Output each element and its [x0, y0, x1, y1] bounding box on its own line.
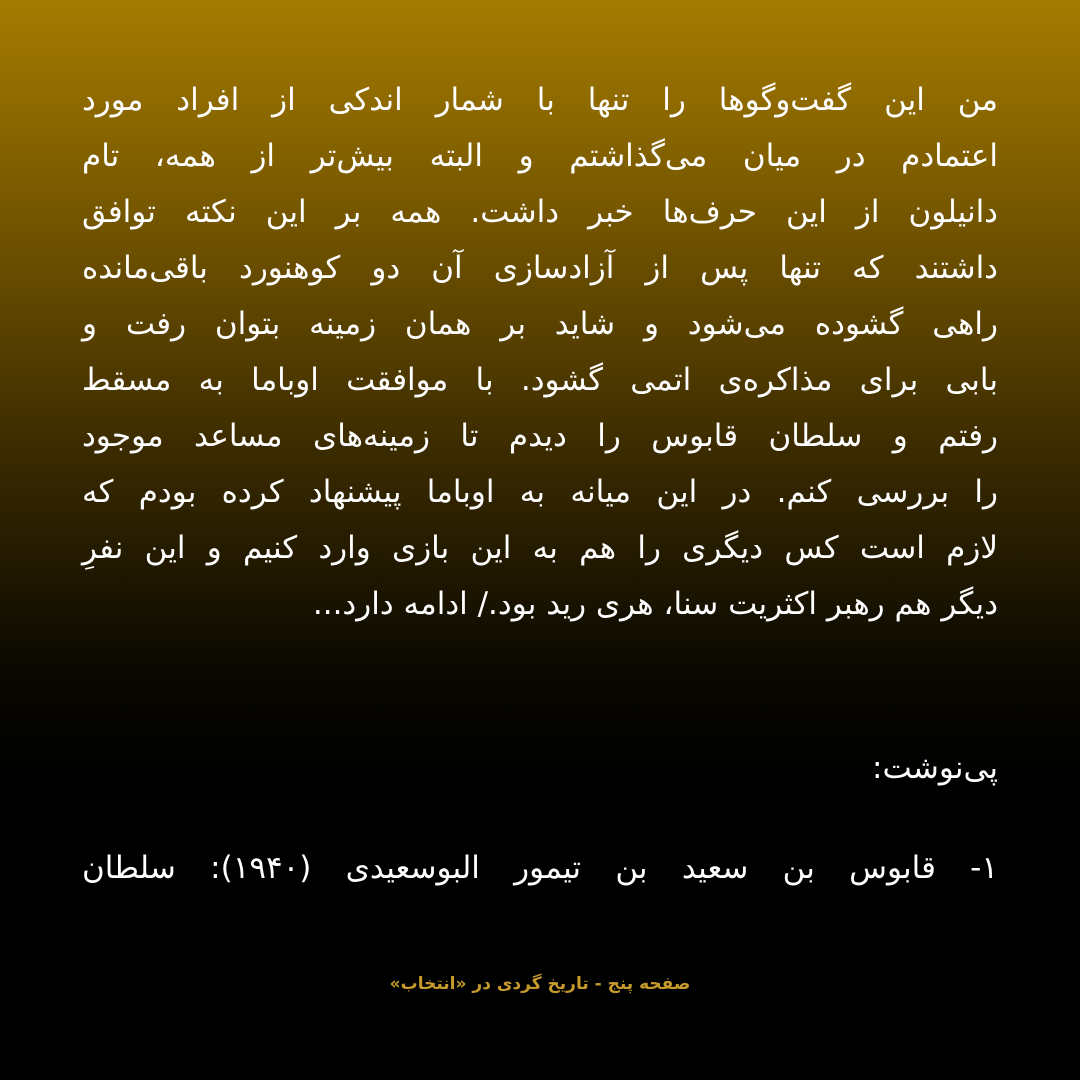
- article-body: [82, 72, 998, 632]
- body-line: داشتند که تنها پس از آزادسازی آن دو کوهنورد باقی‌مانده: [82, 250, 998, 286]
- body-line: اعتمادم در میان می‌گذاشتم و البته بیش‌تر از همه، تام: [82, 138, 998, 174]
- body-line: را بررسی کنم. در این میانه به اوباما پیشنهاد کرده بودم که: [82, 474, 998, 510]
- footnote-item: ۱- قابوس بن سعید بن تیمور البوسعیدی (۱۹۴۰): سلطان: [82, 850, 998, 886]
- body-line: لازم است کس دیگری را هم به این بازی وارد کنیم و این نفرِ: [82, 530, 998, 566]
- page-caption: صفحه پنج - تاریخ گردی در «انتخاب»: [389, 974, 691, 994]
- body-line: دانیلون از این حرف‌ها خبر داشت. همه بر این نکته توافق: [82, 194, 998, 230]
- body-line: بابی برای مذاکره‌ی اتمی گشود. با موافقت اوباما به مسقط: [82, 362, 998, 398]
- body-line: راهی گشوده می‌شود و شاید بر همان زمینه بتوان رفت و: [82, 306, 998, 342]
- body-line: دیگر هم رهبر اکثریت سنا، هری رید بود./ ادامه دارد...: [312, 586, 998, 622]
- body-line: من این گفت‌وگوها را تنها با شمار اندکی از افراد مورد: [82, 82, 998, 118]
- body-line: رفتم و سلطان قابوس را دیدم تا زمینه‌های مساعد موجود: [82, 418, 998, 454]
- footnote-heading: پی‌نوشت:: [872, 750, 998, 786]
